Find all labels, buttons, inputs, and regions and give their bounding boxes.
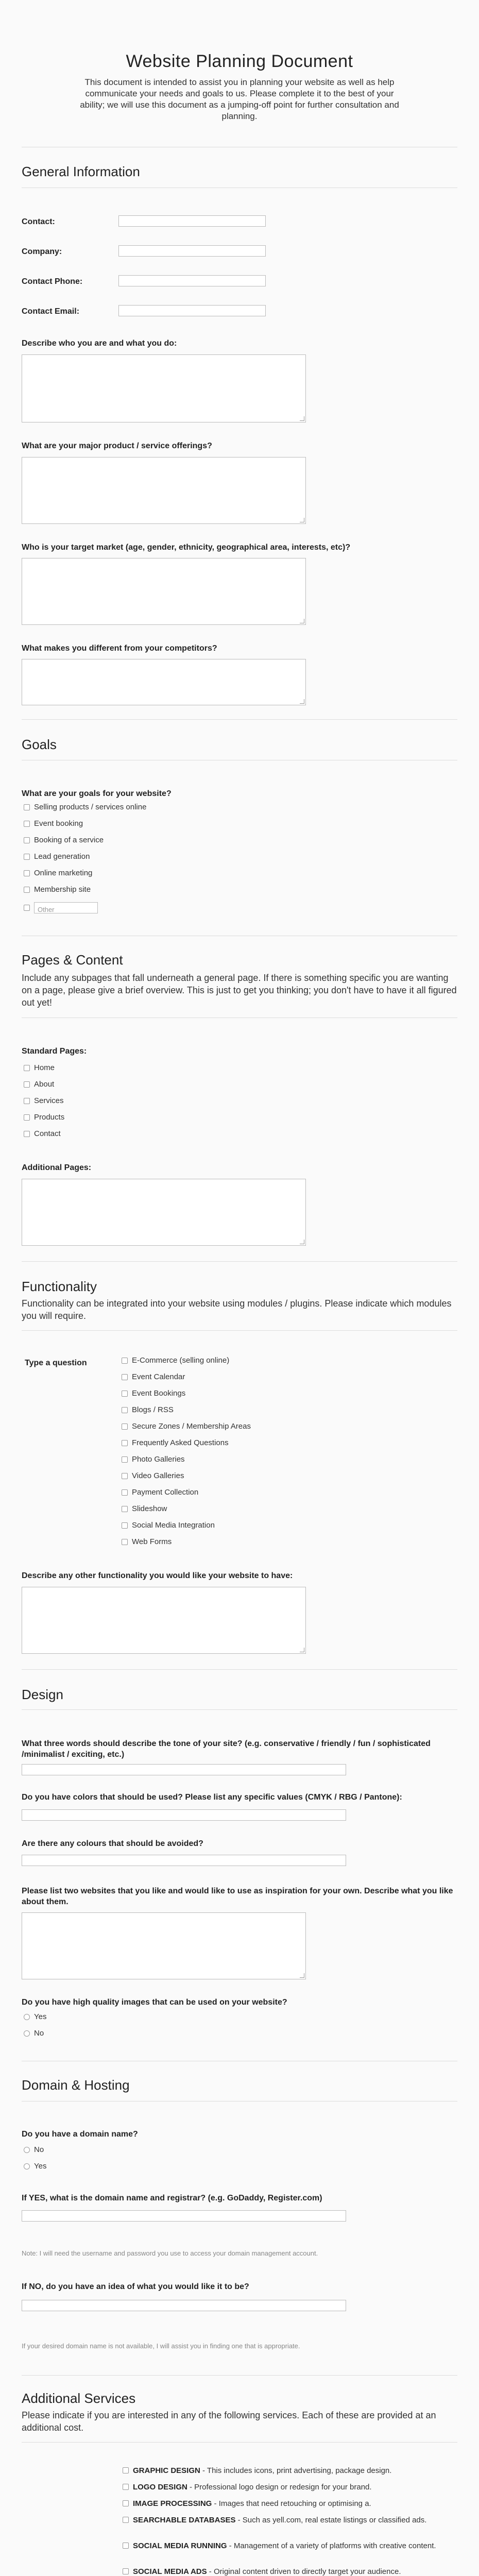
section-title-general: General Information bbox=[22, 164, 140, 179]
standard-pages-label: Standard Pages: bbox=[22, 1047, 87, 1056]
question-colors-avoided: Are there any colours that should be avoided? bbox=[22, 1839, 203, 1848]
module-option[interactable]: Event Bookings bbox=[122, 1389, 185, 1398]
radio-button[interactable] bbox=[24, 2163, 30, 2170]
checkbox[interactable] bbox=[24, 837, 30, 843]
module-option[interactable]: Secure Zones / Membership Areas bbox=[122, 1422, 251, 1431]
checkbox[interactable] bbox=[24, 804, 30, 810]
checkbox[interactable] bbox=[24, 1065, 30, 1071]
company-input[interactable] bbox=[118, 245, 266, 257]
images-option[interactable]: Yes bbox=[24, 2012, 46, 2022]
divider bbox=[22, 2375, 457, 2376]
goal-option[interactable]: Booking of a service bbox=[24, 836, 104, 845]
module-option[interactable]: Frequently Asked Questions bbox=[122, 1438, 229, 1448]
section-subtitle-pages: Include any subpages that fall underneath a general page. If there is something specific you are wanting on a page, please give a brief overview. This is just to get you thinking; you don't have to have it all figured out yet! bbox=[22, 973, 457, 1008]
question-images: Do you have high quality images that can be used on your website? bbox=[22, 1998, 287, 2007]
domain-option[interactable]: No bbox=[24, 2145, 44, 2155]
checkbox[interactable] bbox=[122, 1539, 128, 1545]
module-option[interactable]: Video Galleries bbox=[122, 1471, 184, 1481]
checkbox[interactable] bbox=[122, 1440, 128, 1446]
question-domain-name: If YES, what is the domain name and registrar? (e.g. GoDaddy, Register.com) bbox=[22, 2194, 322, 2202]
domain-idea-note: If your desired domain name is not available, I will assist you in finding one that is appropriate. bbox=[22, 2342, 300, 2350]
goal-option[interactable]: Event booking bbox=[24, 819, 83, 828]
page-option[interactable]: About bbox=[24, 1080, 54, 1089]
checkbox[interactable] bbox=[24, 887, 30, 893]
page-option[interactable]: Home bbox=[24, 1063, 55, 1073]
radio-button[interactable] bbox=[24, 2030, 30, 2037]
checkbox[interactable] bbox=[24, 905, 30, 911]
section-title-services: Additional Services bbox=[22, 2391, 136, 2406]
checkbox[interactable] bbox=[122, 1407, 128, 1413]
company-label: Company: bbox=[22, 247, 62, 256]
checkbox[interactable] bbox=[123, 2543, 129, 2549]
question-competitors: What makes you different from your competitors? bbox=[22, 644, 217, 653]
form-title: Website Planning Document bbox=[126, 52, 353, 71]
divider bbox=[22, 1261, 457, 1262]
checkbox[interactable] bbox=[123, 2517, 129, 2523]
colors-avoided-input[interactable] bbox=[22, 1855, 346, 1866]
resize-handle-icon[interactable] bbox=[300, 416, 304, 421]
checkbox[interactable] bbox=[122, 1473, 128, 1479]
tone-input[interactable] bbox=[22, 1764, 346, 1775]
page-option[interactable]: Contact bbox=[24, 1129, 61, 1139]
goal-option-other[interactable] bbox=[24, 902, 98, 914]
form-description: This document is intended to assist you in planning your website as well as help communicate your needs and goals to us. Please complete it to the best of your ability; we will use this document as a jumping-off point for further consultation and planning. bbox=[80, 77, 399, 121]
additional-pages-textarea[interactable] bbox=[22, 1179, 306, 1246]
section-subtitle-functionality: Functionality can be integrated into your website using modules / plugins. Please indicate which modules you will require. bbox=[22, 1298, 452, 1321]
divider bbox=[22, 1709, 457, 1710]
target-market-textarea[interactable] bbox=[22, 558, 306, 625]
goal-option[interactable]: Lead generation bbox=[24, 852, 90, 861]
page-option[interactable]: Services bbox=[24, 1096, 64, 1106]
checkbox[interactable] bbox=[24, 821, 30, 827]
checkbox[interactable] bbox=[24, 870, 30, 876]
question-tone: What three words should describe the tone of your site? (e.g. conservative / friendly / fun / sophisticated /minimalist / exciting, etc.) bbox=[22, 1739, 431, 1759]
module-option[interactable]: Web Forms bbox=[122, 1537, 172, 1547]
checkbox[interactable] bbox=[123, 2467, 129, 2473]
email-label: Contact Email: bbox=[22, 307, 80, 316]
question-domain-idea: If NO, do you have an idea of what you would like it to be? bbox=[22, 2282, 249, 2291]
question-inspiration-sites: Please list two websites that you like and would like to use as inspiration for your own. Describe what you like about them. bbox=[22, 1887, 453, 1906]
divider bbox=[22, 2101, 457, 2102]
resize-handle-icon[interactable] bbox=[300, 1973, 304, 1978]
additional-pages-label: Additional Pages: bbox=[22, 1163, 92, 1172]
radio-button[interactable] bbox=[24, 2014, 30, 2020]
resize-handle-icon[interactable] bbox=[300, 518, 304, 522]
goal-option[interactable]: Online marketing bbox=[24, 869, 92, 878]
module-option[interactable]: Social Media Integration bbox=[122, 1521, 215, 1530]
section-subtitle-services: Please indicate if you are interested in any of the following services. Each of these are provided at an additional cost. bbox=[22, 2410, 436, 2433]
other-goal-input[interactable]: Other bbox=[34, 902, 98, 913]
images-option[interactable]: No bbox=[24, 2029, 44, 2038]
checkbox[interactable] bbox=[24, 1131, 30, 1137]
checkbox[interactable] bbox=[123, 2484, 129, 2490]
functionality-question-label: Type a question bbox=[25, 1359, 87, 1367]
page-option[interactable]: Products bbox=[24, 1113, 64, 1122]
service-option[interactable]: LOGO DESIGN - Professional logo design or redesign for your brand. bbox=[123, 2482, 457, 2492]
divider bbox=[22, 1669, 457, 1670]
service-option[interactable]: GRAPHIC DESIGN - This includes icons, print advertising, package design. bbox=[123, 2466, 457, 2476]
domain-note: Note: I will need the username and password you use to access your domain management account. bbox=[22, 2249, 318, 2257]
other-functionality-textarea[interactable] bbox=[22, 1587, 306, 1654]
checkbox[interactable] bbox=[122, 1506, 128, 1512]
question-colors-used: Do you have colors that should be used? Please list any specific values (CMYK / RBG / Pantone): bbox=[22, 1793, 402, 1802]
question-products-services: What are your major product / service offerings? bbox=[22, 442, 212, 450]
resize-handle-icon[interactable] bbox=[300, 699, 304, 704]
service-option[interactable]: SOCIAL MEDIA ADS - Original content driven to directly target your audience. bbox=[123, 2567, 457, 2576]
domain-idea-input[interactable] bbox=[22, 2300, 346, 2311]
checkbox[interactable] bbox=[122, 1374, 128, 1380]
divider bbox=[22, 2442, 457, 2443]
phone-label: Contact Phone: bbox=[22, 277, 83, 286]
section-title-goals: Goals bbox=[22, 737, 57, 752]
resize-handle-icon[interactable] bbox=[300, 1240, 304, 1244]
question-domain-owned: Do you have a domain name? bbox=[22, 2130, 138, 2139]
service-option[interactable]: IMAGE PROCESSING - Images that need retouching or optimising a. bbox=[123, 2499, 457, 2509]
contact-label: Contact: bbox=[22, 217, 55, 226]
checkbox[interactable] bbox=[122, 1358, 128, 1364]
who-you-are-textarea[interactable] bbox=[22, 354, 306, 422]
checkbox[interactable] bbox=[122, 1391, 128, 1397]
section-title-pages: Pages & Content bbox=[22, 952, 123, 968]
products-services-textarea[interactable] bbox=[22, 457, 306, 524]
module-option[interactable]: Event Calendar bbox=[122, 1372, 185, 1382]
checkbox[interactable] bbox=[24, 1098, 30, 1104]
contact-input[interactable] bbox=[118, 215, 266, 227]
checkbox[interactable] bbox=[122, 1456, 128, 1463]
checkbox[interactable] bbox=[122, 1423, 128, 1430]
colors-used-input[interactable] bbox=[22, 1809, 346, 1821]
service-option[interactable]: SOCIAL MEDIA RUNNING - Management of a variety of platforms with creative content. bbox=[123, 2541, 457, 2551]
email-input[interactable] bbox=[118, 305, 266, 316]
goal-option[interactable]: Selling products / services online bbox=[24, 803, 146, 812]
module-option[interactable]: Photo Galleries bbox=[122, 1455, 185, 1464]
module-option[interactable]: Payment Collection bbox=[122, 1488, 198, 1497]
section-title-functionality: Functionality bbox=[22, 1279, 97, 1294]
domain-option[interactable]: Yes bbox=[24, 2162, 46, 2171]
service-option[interactable]: SEARCHABLE DATABASES - Such as yell.com, real estate listings or classified ads. bbox=[123, 2515, 457, 2525]
phone-input[interactable] bbox=[118, 275, 266, 286]
question-goals: What are your goals for your website? bbox=[22, 789, 172, 798]
divider bbox=[22, 1330, 457, 1331]
question-target-market: Who is your target market (age, gender, ethnicity, geographical area, interests, etc)? bbox=[22, 543, 351, 552]
checkbox[interactable] bbox=[122, 1522, 128, 1529]
resize-handle-icon[interactable] bbox=[300, 619, 304, 623]
inspiration-sites-textarea[interactable] bbox=[22, 1912, 306, 1979]
resize-handle-icon[interactable] bbox=[300, 1648, 304, 1652]
checkbox[interactable] bbox=[24, 1114, 30, 1121]
divider bbox=[22, 719, 457, 720]
question-who-you-are: Describe who you are and what you do: bbox=[22, 339, 177, 348]
section-title-domain: Domain & Hosting bbox=[22, 2077, 130, 2093]
checkbox[interactable] bbox=[24, 1081, 30, 1088]
module-option[interactable]: Blogs / RSS bbox=[122, 1405, 174, 1415]
competitors-textarea[interactable] bbox=[22, 659, 306, 705]
domain-name-input[interactable] bbox=[22, 2210, 346, 2222]
checkbox[interactable] bbox=[123, 2568, 129, 2574]
checkbox[interactable] bbox=[123, 2500, 129, 2506]
module-option[interactable]: Slideshow bbox=[122, 1504, 167, 1514]
goal-option[interactable]: Membership site bbox=[24, 885, 91, 894]
radio-button[interactable] bbox=[24, 2147, 30, 2153]
other-functionality-label: Describe any other functionality you would like your website to have: bbox=[22, 1571, 293, 1580]
section-title-design: Design bbox=[22, 1687, 63, 1702]
checkbox[interactable] bbox=[24, 854, 30, 860]
form-header bbox=[0, 52, 479, 122]
checkbox[interactable] bbox=[122, 1489, 128, 1496]
module-option[interactable]: E-Commerce (selling online) bbox=[122, 1356, 229, 1365]
